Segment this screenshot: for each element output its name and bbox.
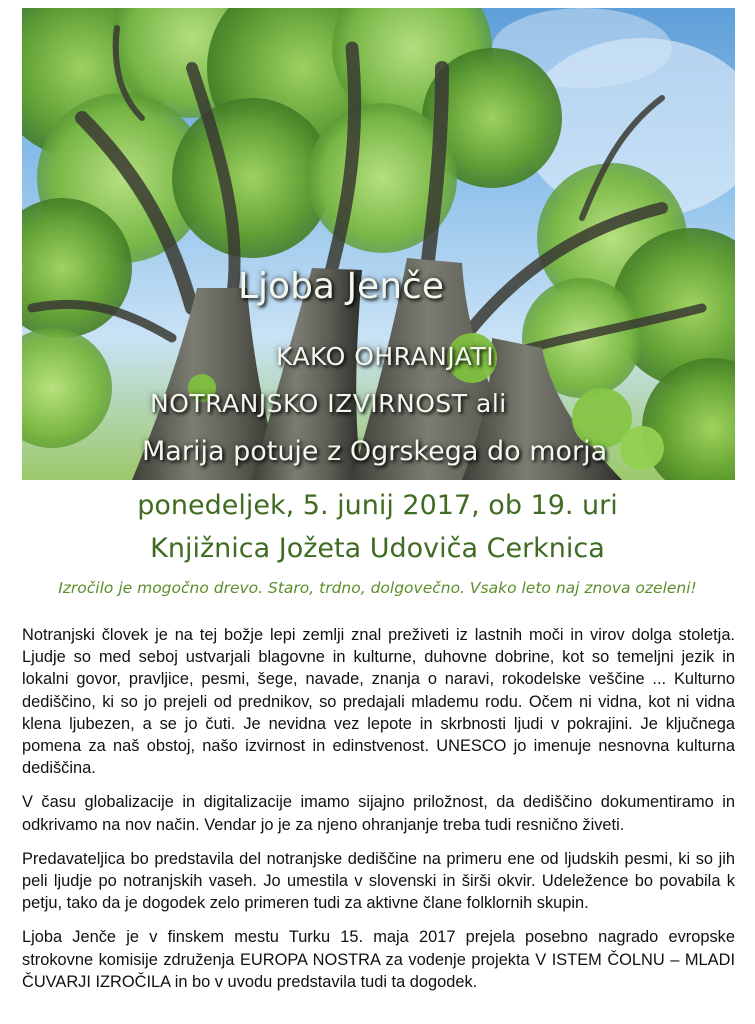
paragraph: V času globalizacije in digitalizacije imamo sijajno priložnost, da dediščino dokumentiramo in odkrivamo na nov način. Vendar jo je za njeno ohranjanje treba tudi resnično živeti. — [22, 793, 735, 834]
paragraph: Notranjski človek je na tej božje lepi zemlji znal preživeti iz lastnih moči in virov dolga stoletja. Ljudje so med seboj ustvarjali blagovne in kulturne, duhovne dobrine, kot so temeljni jezik in lokalni govor, pravljice, pesmi, šege, navade, znanja o naravi, rokodelske veščine ... Kulturno dediščino, ki so jo prejeli od prednikov, so predajali mlademu rodu. Očem ni vidna, kot ni vidna klena ljubezen, a se jo čuti. Je nevidna vez lepote in skrbnosti ljudi v pokrajini. Je ključnega pomena za naš obstoj, našo izvirnost in edinstvenost. UNESCO jo imenuje nesnovna kulturna dediščina. — [22, 626, 735, 778]
hero-tree-photo — [22, 8, 735, 480]
description-text — [22, 624, 735, 1005]
motto-quote: Izročilo je mogočno drevo. Staro, trdno, dolgovečno. Vsako leto naj znova ozeleni! — [58, 579, 697, 597]
lecture-title-line-2: NOTRANJSKO IZVIRNOST ali — [150, 389, 507, 418]
paragraph: Predavateljica bo predstavila del notranjske dediščine na primeru ene od ljudskih pesmi, ki so jih peli ljudje po notranjskih vaseh. Jo umestila v slovenski in širši okvir. Udeležence bo povabila k petju, tako da je dogodek zelo primeren tudi za aktivne člane folklornih skupin. — [22, 849, 735, 913]
paragraph: Ljoba Jenče je v finskem mestu Turku 15. maja 2017 prejela posebno nagrado evropske strokovne komisije združenja EUROPA NOSTRA za vodenje projekta V ISTEM ČOLNU – MLADI ČUVARJI IZROČILA in bo v uvodu predstavila tudi ta dogodek. — [22, 928, 735, 991]
lecture-title-line-1: KAKO OHRANJATI — [276, 342, 495, 371]
event-date: ponedeljek, 5. junij 2017, ob 19. uri — [137, 490, 618, 521]
lecture-title-line-3: Marija potuje z Ogrskega do morja — [142, 436, 608, 467]
event-venue: Knjižnica Jožeta Udoviča Cerknica — [150, 533, 605, 564]
speaker-name: Ljoba Jenče — [238, 266, 444, 307]
